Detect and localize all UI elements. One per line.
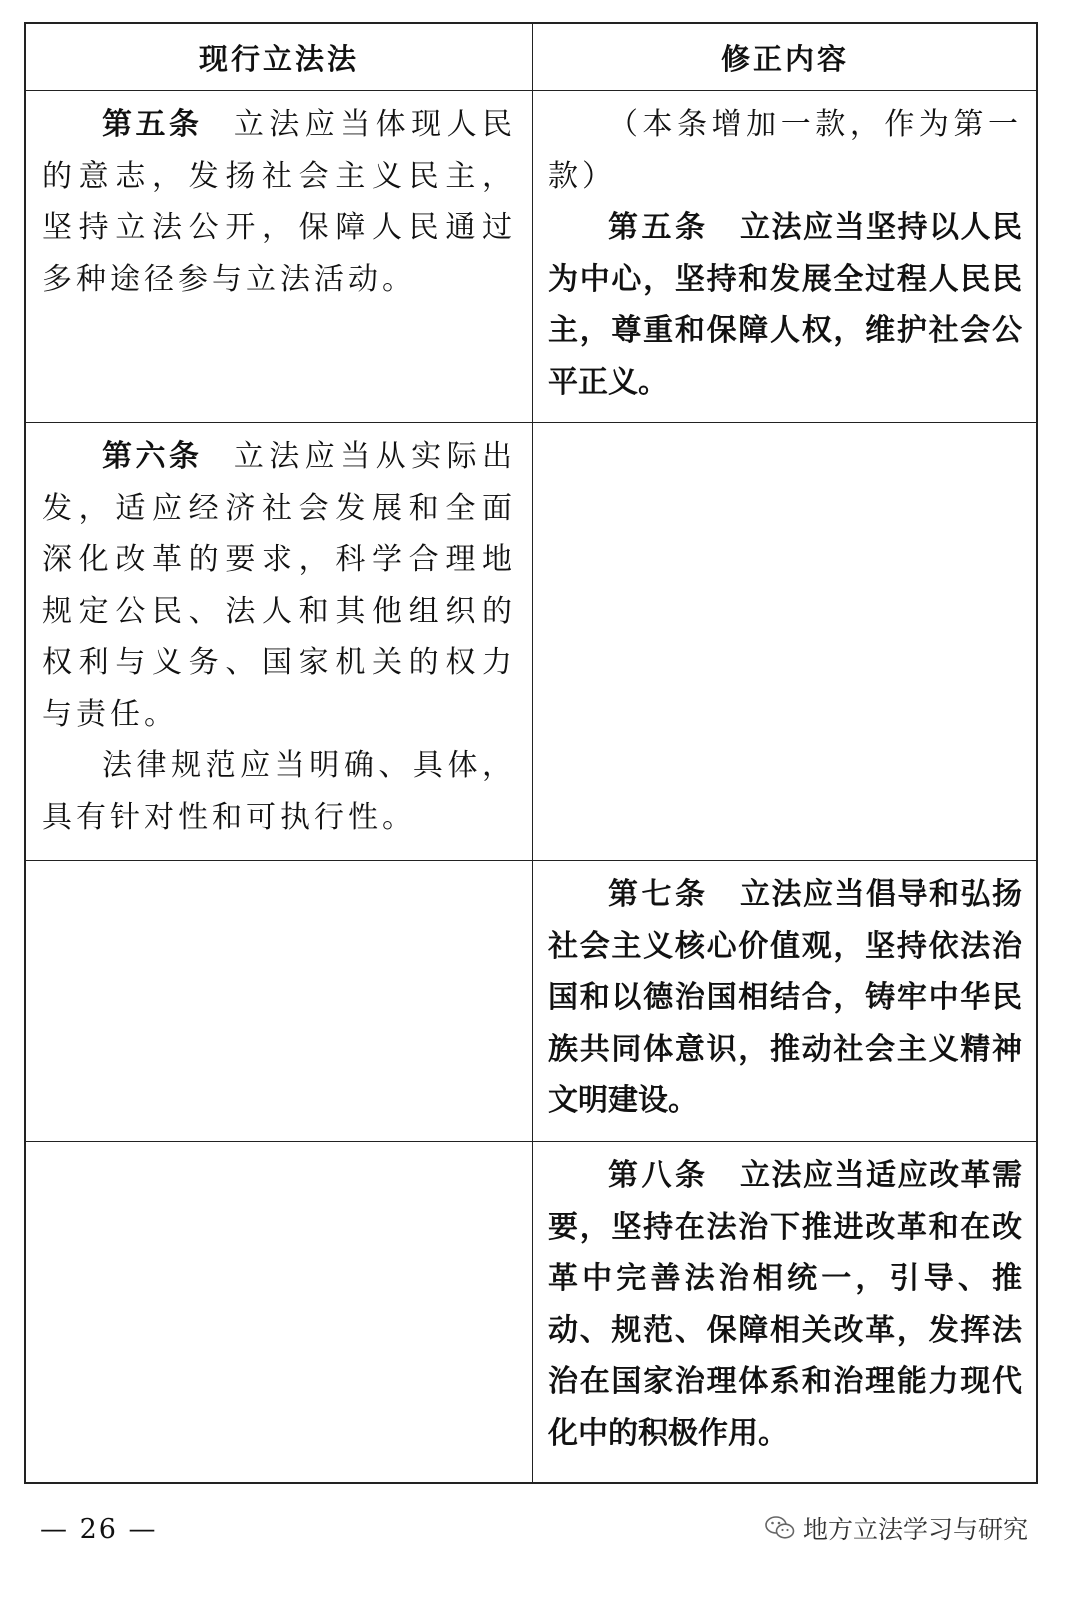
article-text: 立法应当适应改革需要，坚持在法治下推进改革和在改革中完善法治相统一，引导、推动、规范、保障相关改革，发挥法治在国家治理体系和治理能力现代化中的积极作用。 <box>548 1158 1022 1451</box>
row4-amendment-cell <box>534 1150 1036 1480</box>
page-number: — 26 — <box>40 1514 158 1545</box>
article-paragraph <box>42 431 516 740</box>
row2-current-cell <box>28 431 530 856</box>
header-current-law: 现行立法法 <box>198 41 359 76</box>
column-divider <box>532 24 533 1482</box>
article-text: 立法应当体现人民的意志，发扬社会主义民主，坚持立法公开，保障人民通过多种途径参与立法活动。 <box>42 107 517 297</box>
article-text: 立法应当从实际出发，适应经济社会发展和全面深化改革的要求，科学合理地规定公民、法人和其他组织的权利与义务、国家机关的权力与责任。 <box>42 439 517 732</box>
article-paragraph <box>42 99 516 305</box>
article-paragraph: 法律规范应当明确、具体，具有针对性和可执行性。 <box>42 748 516 835</box>
header-amendment: 修正内容 <box>720 41 849 76</box>
article-text: 立法应当坚持以人民为中心，坚持和发展全过程人民民主，尊重和保障人权，维护社会公平正义。 <box>548 210 1022 400</box>
row2-amendment-cell <box>534 431 1036 856</box>
article-number: 第七条 <box>608 877 709 912</box>
row3-amendment-cell <box>534 869 1036 1139</box>
article-number: 第八条 <box>608 1158 709 1193</box>
article-text: 立法应当倡导和弘扬社会主义核心价值观，坚持依法治国和以德治国相结合，铸牢中华民族共同体意识，推动社会主义精神文明建设。 <box>548 877 1022 1118</box>
amendment-note: （本条增加一款，作为第一款） <box>548 107 1022 194</box>
article-number: 第五条 <box>608 210 709 245</box>
article-paragraph <box>548 1150 1022 1459</box>
row1-amendment-cell <box>534 99 1036 419</box>
row-divider <box>26 90 1036 91</box>
watermark <box>765 1510 1028 1546</box>
article-paragraph <box>548 202 1022 408</box>
row4-current-cell <box>28 1150 530 1480</box>
row-divider <box>26 1141 1036 1142</box>
comparison-table <box>24 22 1038 1484</box>
row3-current-cell <box>28 869 530 1139</box>
row-divider <box>26 422 1036 423</box>
row-divider <box>26 860 1036 861</box>
article-paragraph <box>548 869 1022 1127</box>
article-number: 第五条 <box>102 107 203 142</box>
article-number: 第六条 <box>102 439 203 474</box>
row1-current-cell <box>28 99 530 419</box>
wechat-icon <box>765 1515 795 1541</box>
watermark-text: 地方立法学习与研究 <box>802 1515 1028 1544</box>
